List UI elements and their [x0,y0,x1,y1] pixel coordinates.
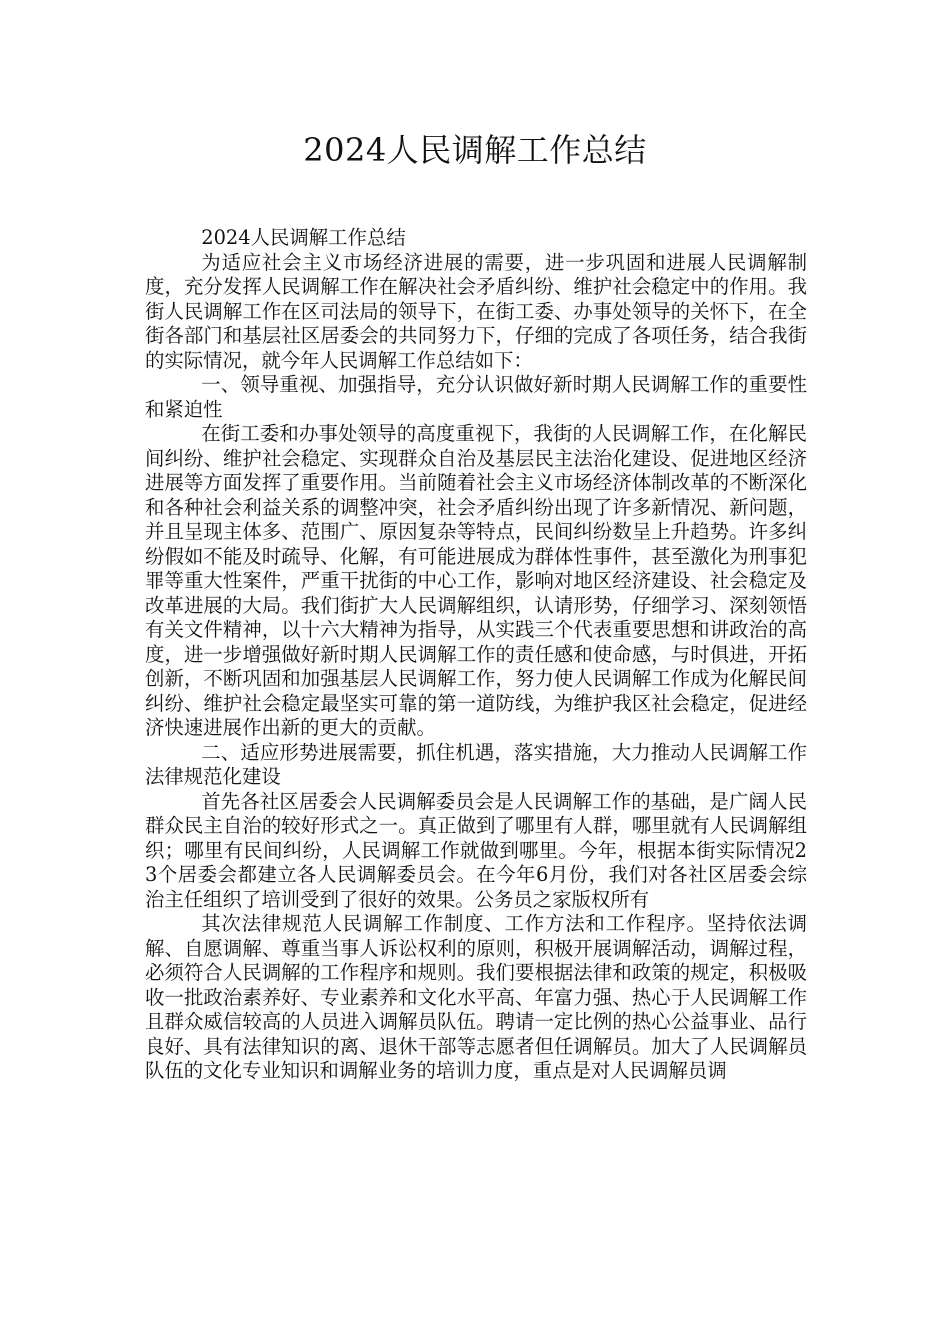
section-heading-1: 一、领导重视、加强指导，充分认识做好新时期人民调解工作的重要性和紧迫性 [145,373,807,421]
paragraph-section-2a: 首先各社区居委会人民调解委员会是人民调解工作的基础，是广阔人民群众民主自治的较好形式之一。真正做到了哪里有人群，哪里就有人民调解组织；哪里有民间纠纷，人民调解工作就做到哪里。今年，根据本街实际情况23个居委会都建立各人民调解委员会。在今年6月份，我们对各社区居委会综治主任组织了培训受到了很好的效果。公务员之家版权所有 [145,789,807,911]
paragraph-subtitle: 2024人民调解工作总结 [201,226,406,249]
paragraph-intro: 为适应社会主义市场经济进展的需要，进一步巩固和进展人民调解制度，充分发挥人民调解工作在解决社会矛盾纠纷、维护社会稳定中的作用。我街人民调解工作在区司法局的领导下，在街工委、办事处领导的关怀下，在全街各部门和基层社区居委会的共同努力下，仔细的完成了各项任务，结合我街的实际情况，就今年人民调解工作总结如下： [145,250,807,372]
document-title: 2024人民调解工作总结 [303,131,647,169]
section-heading-2: 二、适应形势进展需要，抓住机遇，落实措施，大力推动人民调解工作法律规范化建设 [145,740,807,788]
paragraph-section-1: 在街工委和办事处领导的高度重视下，我街的人民调解工作，在化解民间纠纷、维护社会稳定、实现群众自治及基层民主法治化建设、促进地区经济进展等方面发挥了重要作用。当前随着社会主义市场经济体制改革的不断深化和各种社会利益关系的调整冲突，社会矛盾纠纷出现了许多新情况、新问题，并且呈现主体多、范围广、原因复杂等特点，民间纠纷数呈上升趋势。许多纠纷假如不能及时疏导、化解，有可能进展成为群体性事件，甚至激化为刑事犯罪等重大性案件，严重干扰街的中心工作，影响对地区经济建设、社会稳定及改革进展的大局。我们街扩大人民调解组织，认请形势，仔细学习、深刻领悟有关文件精神，以十六大精神为指导，从实践三个代表重要思想和讲政治的高度，进一步增强做好新时期人民调解工作的责任感和使命感，与时俱进，开拓创新，不断巩固和加强基层人民调解工作，努力使人民调解工作成为化解民间纠纷、维护社会稳定最坚实可靠的第一道防线，为维护我区社会稳定，促进经济快速进展作出新的更大的贡献。 [145,422,807,739]
paragraph-section-2b: 其次法律规范人民调解工作制度、工作方法和工作程序。坚持依法调解、自愿调解、尊重当事人诉讼权利的原则，积极开展调解活动，调解过程，必须符合人民调解的工作程序和规则。我们要根据法律和政策的规定，积极吸收一批政治素养好、专业素养和文化水平高、年富力强、热心于人民调解工作且群众威信较高的人员进入调解员队伍。聘请一定比例的热心公益事业、品行良好、具有法律知识的离、退休干部等志愿者但任调解员。加大了人民调解员队伍的文化专业知识和调解业务的培训力度，重点是对人民调解员调 [145,912,807,1082]
document-body [145,226,807,1084]
